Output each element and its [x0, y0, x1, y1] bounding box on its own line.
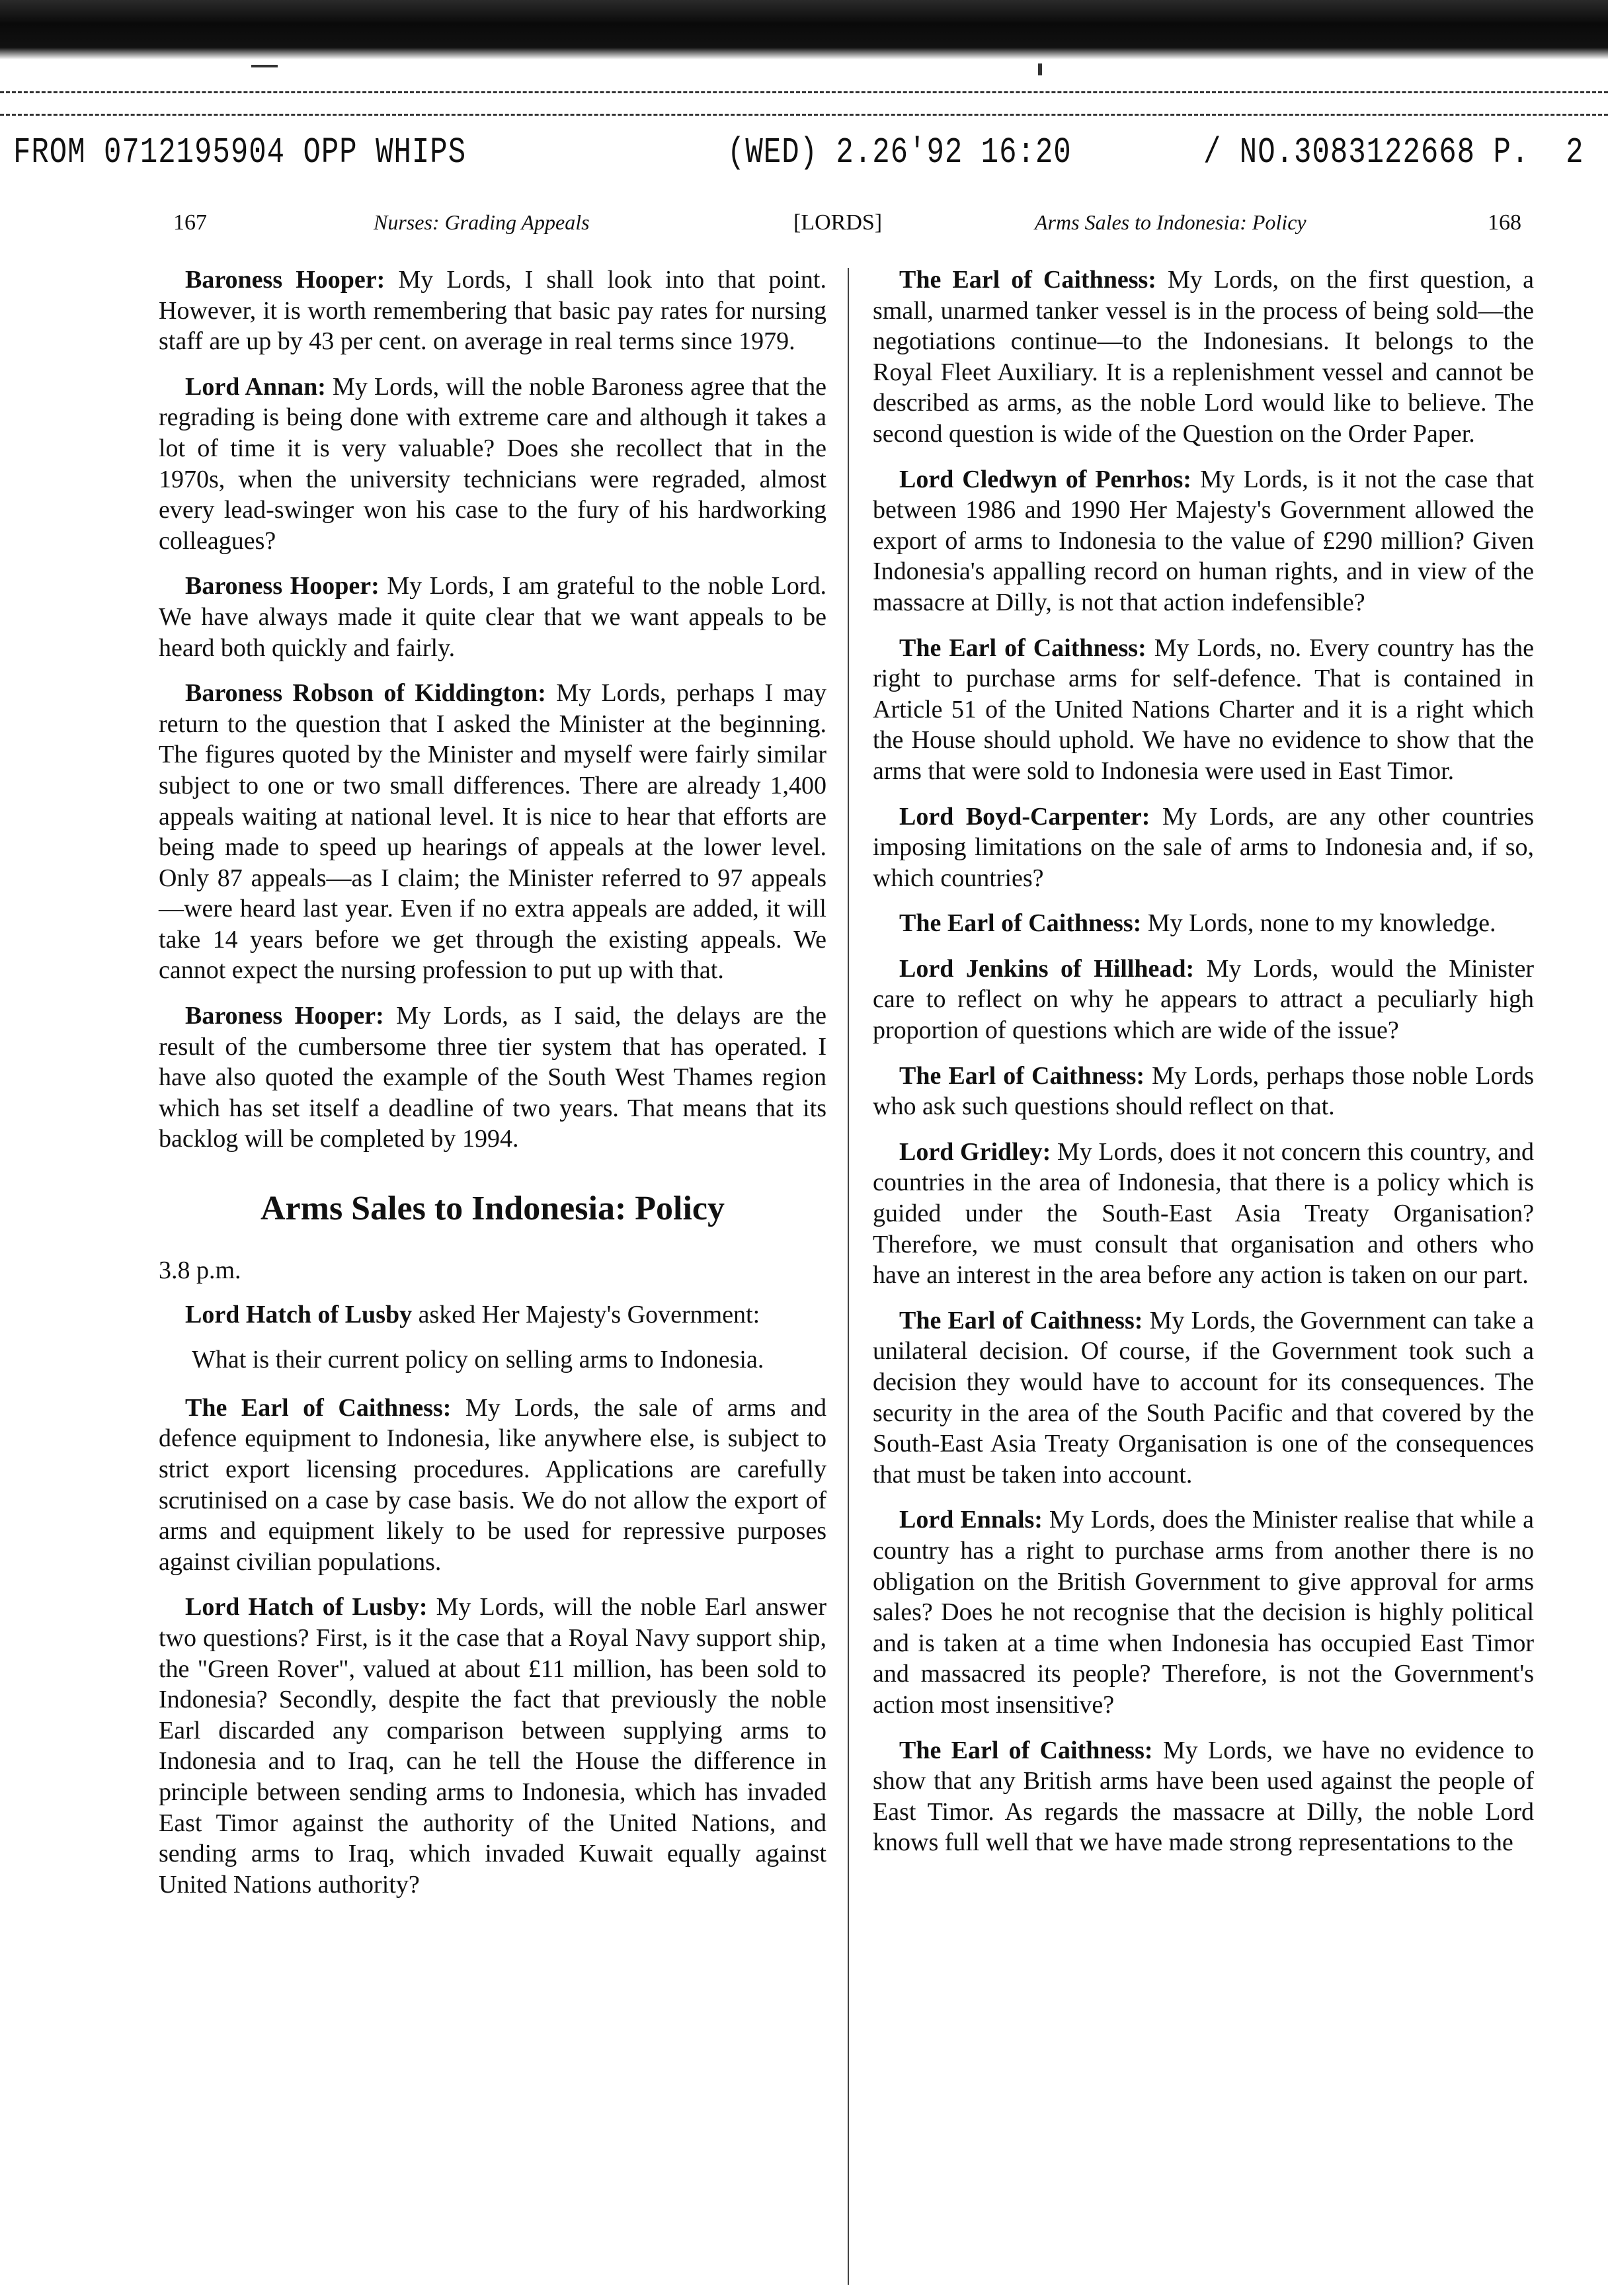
left-column — [159, 265, 826, 1914]
right-page-number: 168 — [1488, 210, 1521, 235]
speech-text: My Lords, no. Every country has the right to purchase arms for self-defence. That is contained in Article 51 of the United Nations Charter and it is a right which the House should uphold. We have no evidence to show that the arms that were sold to Indonesia were used in East Timor. — [873, 634, 1534, 785]
speaker-name: Lord Annan: — [185, 372, 326, 401]
speech-text: My Lords, does it not concern this country, and countries in the area of Indonesia, that there is a policy which is guided under the South-East Asia Treaty Organisation? Therefore, we must consult that organisation and others who have an interest in the area before any action is taken on our part. — [873, 1137, 1534, 1290]
speaker-name: The Earl of Caithness: — [899, 909, 1142, 938]
speech-text: My Lords, are any other countries imposing limitations on the sale of arms to Indonesia and, if so, which countries? — [873, 802, 1534, 892]
fax-from: FROM 0712195904 OPP WHIPS — [13, 132, 467, 174]
speech-paragraph — [159, 1592, 826, 1900]
speaker-name: Lord Cledwyn of Penrhos: — [899, 465, 1191, 493]
column-divider — [848, 268, 849, 2285]
speech-paragraph — [873, 464, 1534, 618]
dashed-rule-top — [0, 91, 1608, 93]
speech-text: My Lords, I am grateful to the noble Lord. We have always made it quite clear that we want appeals to be heard both quickly and fairly. — [159, 572, 826, 662]
speech-text: My Lords, perhaps I may return to the question that I asked the Minister at the beginning. The figures quoted by the Minister and myself were fairly similar subject to one or two small differences. There are already 1,400 appeals waiting at national level. It is nice to hear that efforts are being made to speed up hearings of appeals at the lower level. Only 87 appeals—as I claim; the Minister referred to 97 appeals—were heard last year. Even if no extra appeals are added, it will take 14 years before we get through the existing appeals. We cannot expect the nursing profession to put up with that. — [159, 679, 826, 985]
speech-paragraph — [873, 908, 1534, 939]
house-label: [LORDS] — [793, 210, 883, 235]
speaker-name: The Earl of Caithness: — [899, 1306, 1143, 1334]
time-stamp: 3.8 p.m. — [159, 1256, 241, 1285]
speech-paragraph — [873, 1305, 1534, 1491]
fax-transmission-bar — [0, 0, 1608, 60]
speech-paragraph — [873, 1061, 1534, 1122]
section-title: Arms Sales to Indonesia: Policy — [261, 1190, 725, 1228]
speech-paragraph — [159, 678, 826, 986]
speaker-name: The Earl of Caithness: — [899, 634, 1146, 662]
speaker-name: Lord Boyd-Carpenter: — [899, 802, 1150, 831]
speech-text: My Lords, will the noble Baroness agree that the regrading is being done with extreme care and although it takes a lot of time it is very valuable? Does she recollect that in the 1970s, when the university technicians were regraded, almost every lead-swinger won his case to the fury of his hardworking colleagues? — [159, 372, 827, 555]
left-page-number: 167 — [173, 210, 207, 235]
speech-text: My Lords, does the Minister realise that while a country has a right to purchase arms from another there is no obligation on the British Government to give approval for arms sales? Does he not recognise that the decision is highly political and is taken at a time when Indonesia has occupied East Timor and massacred its people? Therefore, is not the Government's action most insensitive? — [873, 1506, 1535, 1719]
fax-header — [13, 132, 1595, 190]
speech-paragraph — [159, 1393, 826, 1578]
speech-paragraph — [159, 265, 826, 357]
speech-text: asked Her Majesty's Government: — [412, 1300, 760, 1329]
speech-text: My Lords, I shall look into that point. However, it is worth remembering that basic pay rates for nursing staff are up by 43 per cent. on average in real terms since 1979. — [159, 266, 826, 356]
speaker-name: Baroness Robson of Kiddington: — [185, 679, 546, 708]
fax-datetime: (WED) 2.26'92 16:20 — [727, 132, 1072, 174]
speaker-name: Baroness Hooper: — [185, 572, 380, 600]
speech-paragraph — [873, 633, 1534, 787]
speech-paragraph — [873, 954, 1534, 1046]
speaker-name: The Earl of Caithness: — [899, 266, 1156, 294]
scan-speck — [251, 65, 278, 67]
speech-text: My Lords, as I said, the delays are the result of the cumbersome three tier system that has operated. I have also quoted the example of the South West Thames region which has set itself a deadline of two years. That means that its backlog will be completed by 1994. — [159, 1002, 826, 1153]
speech-text: My Lords, would the Minister care to reflect on why he appears to attract a peculiarly high proportion of questions which are wide of the issue? — [873, 954, 1534, 1045]
speaker-name: Lord Gridley: — [899, 1137, 1051, 1166]
speaker-name: Baroness Hooper: — [185, 1002, 384, 1030]
speaker-name: The Earl of Caithness: — [185, 1393, 452, 1422]
speech-text: My Lords, on the first question, a small, unarmed tanker vessel is in the process of being sold—the negotiations continue—to the Indonesians. It belongs to the Royal Fleet Auxiliary. It is a replenishment vessel and cannot be described as arms, as the noble Lord would like to believe. The second question is wide of the Question on the Order Paper. — [873, 266, 1534, 448]
speech-text: My Lords, the sale of arms and defence equipment to Indonesia, like anywhere else, is subject to strict export licensing procedures. Applications are carefully scrutinised on a case by case basis. We do not allow the export of arms and equipment likely to be used for repressive purposes against civilian populations. — [159, 1393, 826, 1576]
running-head — [0, 210, 1608, 243]
speech-paragraph — [159, 1001, 826, 1155]
question-text: What is their current policy on selling arms to Indonesia. — [192, 1346, 764, 1374]
speaker-name: The Earl of Caithness: — [899, 1061, 1145, 1090]
speech-paragraph — [873, 265, 1534, 450]
speech-paragraph — [873, 801, 1534, 894]
speech-paragraph — [159, 372, 826, 557]
speaker-name: Baroness Hooper: — [185, 266, 385, 294]
speech-text: My Lords, none to my knowledge. — [1141, 909, 1496, 938]
right-running-title: Arms Sales to Indonesia: Policy — [1035, 210, 1306, 234]
speech-paragraph — [159, 571, 826, 663]
left-running-title: Nurses: Grading Appeals — [374, 210, 590, 234]
speech-text: My Lords, the Government can take a unilateral decision. Of course, if the Government took such a decision they would have to account for its consequences. The security in the area of the South Pacific and that covered by the South-East Asia Treaty Organisation is one of the consequences that must be taken into account. — [873, 1306, 1534, 1489]
speech-text: My Lords, we have no evidence to show that any British arms have been used against the people of East Timor. As regards the massacre at Dilly, the noble Lord knows full well that we have made strong representations to the — [873, 1736, 1534, 1857]
speech-text: My Lords, is it not the case that between 1986 and 1990 Her Majesty's Government allowed the export of arms to Indonesia to the value of £290 million? Given Indonesia's appalling record on human rights, and in view of the massacre at Dilly, is not that action indefensible? — [873, 465, 1534, 616]
speech-paragraph — [873, 1504, 1534, 1720]
speech-text: My Lords, will the noble Earl answer two questions? First, is it the case that a Royal Navy support ship, the "Green Rover", valued at about £11 million, has been sold to Indonesia? Secondly, despite the fact that previously the noble Earl discarded any comparison between supplying arms to Indonesia and to Iraq, can he tell the House the difference in principle between sending arms to Indonesia, which has invaded East Timor against the authority of the United Nations, and sending arms to Iraq, which invaded Kuwait equally against United Nations authority? — [159, 1593, 826, 1899]
speaker-name: The Earl of Caithness: — [899, 1736, 1153, 1764]
speaker-name: Lord Hatch of Lusby: — [185, 1593, 428, 1621]
speaker-name: Lord Jenkins of Hillhead: — [899, 954, 1195, 983]
speech-paragraph — [873, 1137, 1534, 1291]
scan-speck — [1038, 63, 1042, 75]
speech-text: My Lords, perhaps those noble Lords who ask such questions should reflect on that. — [873, 1061, 1534, 1121]
speaker-name: Lord Hatch of Lusby — [185, 1300, 413, 1329]
fax-number: / NO.3083122668 P. 2 — [1203, 132, 1584, 174]
right-column — [873, 265, 1534, 1873]
speaker-name: Lord Ennals: — [899, 1506, 1043, 1534]
question-intro — [159, 1299, 826, 1331]
dashed-rule-bottom — [0, 114, 1608, 116]
speech-paragraph — [873, 1735, 1534, 1858]
